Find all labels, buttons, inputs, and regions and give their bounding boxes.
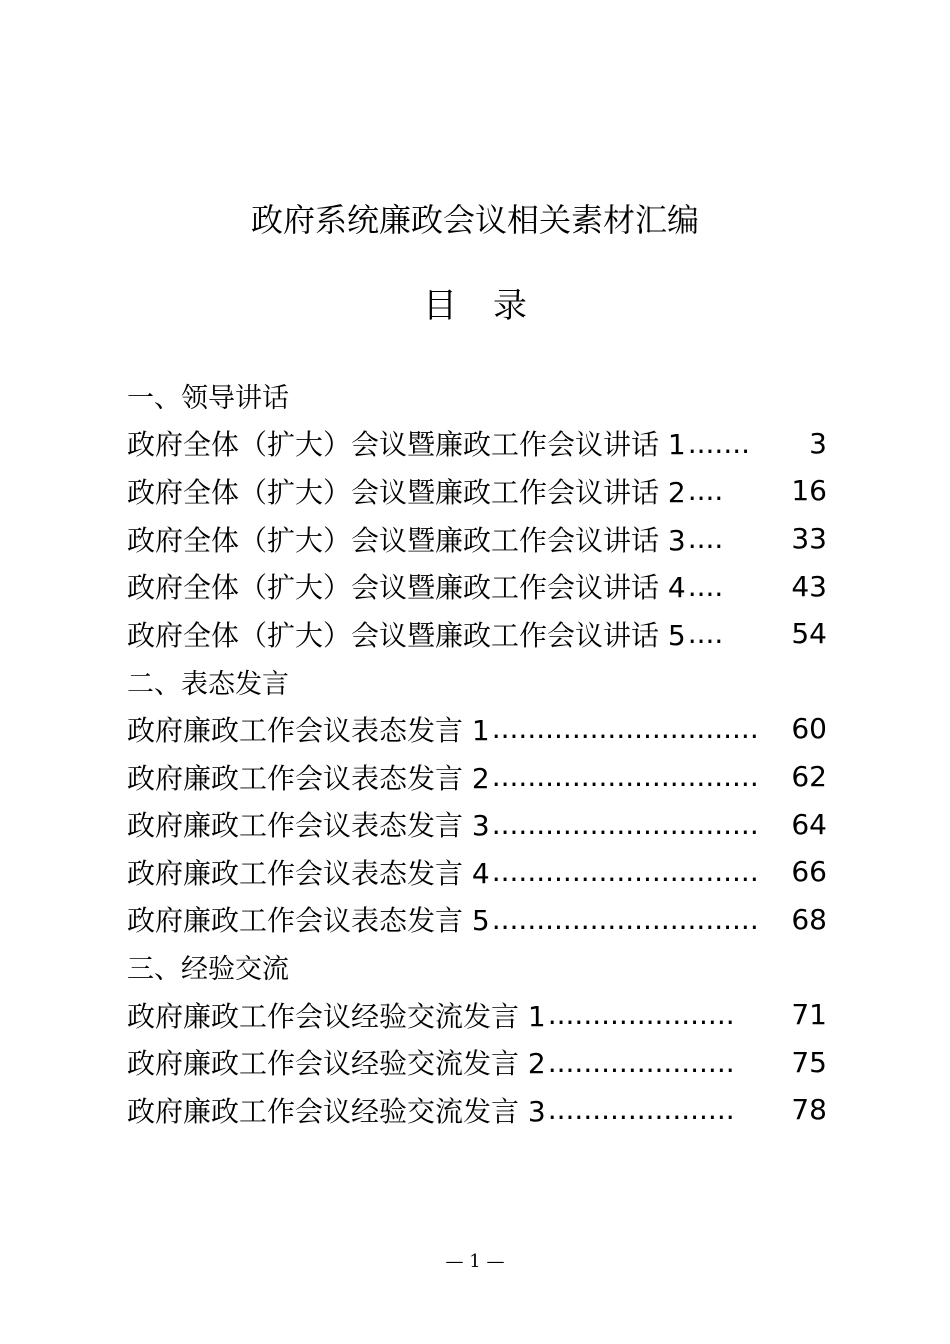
toc-entry[interactable] <box>127 515 827 563</box>
toc-entry-page: 33 <box>791 522 827 556</box>
toc-entry-page: 60 <box>791 712 827 746</box>
toc-entry-leader: ....... <box>687 426 751 460</box>
toc-entry[interactable] <box>127 467 827 515</box>
table-of-contents <box>127 372 827 1134</box>
document-title: 政府系统廉政会议相关素材汇编 <box>250 201 699 239</box>
toc-entry[interactable] <box>127 705 827 753</box>
toc-entry-page: 71 <box>791 998 827 1032</box>
toc-entry[interactable] <box>127 610 827 658</box>
toc-entry-title: 政府廉政工作会议经验交流发言 3 <box>127 1094 546 1128</box>
toc-entry-leader: .... <box>687 522 724 556</box>
toc-entry-title: 政府全体（扩大）会议暨廉政工作会议讲话 2 <box>127 475 686 509</box>
toc-entry[interactable] <box>127 420 827 468</box>
toc-entry-page: 43 <box>791 569 827 603</box>
toc-section-heading <box>127 372 827 420</box>
toc-heading-char-1: 目 <box>423 286 457 326</box>
toc-entry[interactable] <box>127 1086 827 1134</box>
toc-entry-page: 64 <box>791 807 827 841</box>
toc-entry-leader: .... <box>687 569 724 603</box>
toc-entry-title: 政府全体（扩大）会议暨廉政工作会议讲话 3 <box>127 523 686 557</box>
toc-entry-page: 68 <box>791 902 827 936</box>
toc-entry[interactable] <box>127 991 827 1039</box>
toc-entry-page: 78 <box>791 1093 827 1127</box>
toc-entry-page: 75 <box>791 1045 827 1079</box>
toc-entry[interactable] <box>127 753 827 801</box>
toc-entry[interactable] <box>127 562 827 610</box>
toc-entry-title: 政府廉政工作会议表态发言 2 <box>127 761 490 795</box>
toc-entry-leader: .... <box>687 474 724 508</box>
toc-entry-page: 62 <box>791 760 827 794</box>
toc-entry-page: 66 <box>791 855 827 889</box>
toc-entry-title: 政府廉政工作会议表态发言 1 <box>127 713 490 747</box>
toc-entry-title: 政府廉政工作会议经验交流发言 1 <box>127 999 546 1033</box>
toc-entry-leader: .............................. <box>491 807 759 841</box>
toc-entry[interactable] <box>127 848 827 896</box>
toc-entry-leader: .............................. <box>491 855 759 889</box>
toc-entry-page: 16 <box>791 474 827 508</box>
toc-entry-leader: .............................. <box>491 902 759 936</box>
toc-entry-title: 政府廉政工作会议经验交流发言 2 <box>127 1047 546 1081</box>
toc-entry-title: 政府廉政工作会议表态发言 3 <box>127 809 490 843</box>
toc-entry-title: 政府廉政工作会议表态发言 4 <box>127 856 490 890</box>
toc-entry-leader: .............................. <box>491 760 759 794</box>
toc-entry-leader: ..................... <box>547 1093 735 1127</box>
section-label: 一、领导讲话 <box>127 383 289 415</box>
toc-entry-title: 政府全体（扩大）会议暨廉政工作会议讲话 5 <box>127 618 686 652</box>
toc-entry-leader: .... <box>687 617 724 651</box>
toc-section-heading <box>127 943 827 991</box>
toc-entry[interactable] <box>127 1038 827 1086</box>
toc-entry[interactable] <box>127 896 827 944</box>
section-label: 三、经验交流 <box>127 954 289 986</box>
toc-entry-title: 政府全体（扩大）会议暨廉政工作会议讲话 1 <box>127 428 686 462</box>
toc-entry-title: 政府全体（扩大）会议暨廉政工作会议讲话 4 <box>127 571 686 605</box>
toc-entry-leader: ..................... <box>547 1045 735 1079</box>
toc-entry-page: 3 <box>809 426 827 460</box>
toc-entry-leader: .............................. <box>491 712 759 746</box>
page-footer-number: — 1 — <box>445 1251 505 1272</box>
toc-heading <box>0 282 950 330</box>
toc-section-heading <box>127 658 827 706</box>
section-label: 二、表态发言 <box>127 668 289 700</box>
toc-entry[interactable] <box>127 800 827 848</box>
toc-entry-title: 政府廉政工作会议表态发言 5 <box>127 904 490 938</box>
toc-entry-leader: ..................... <box>547 998 735 1032</box>
toc-entry-page: 54 <box>791 617 827 651</box>
toc-heading-char-2: 录 <box>493 286 527 326</box>
